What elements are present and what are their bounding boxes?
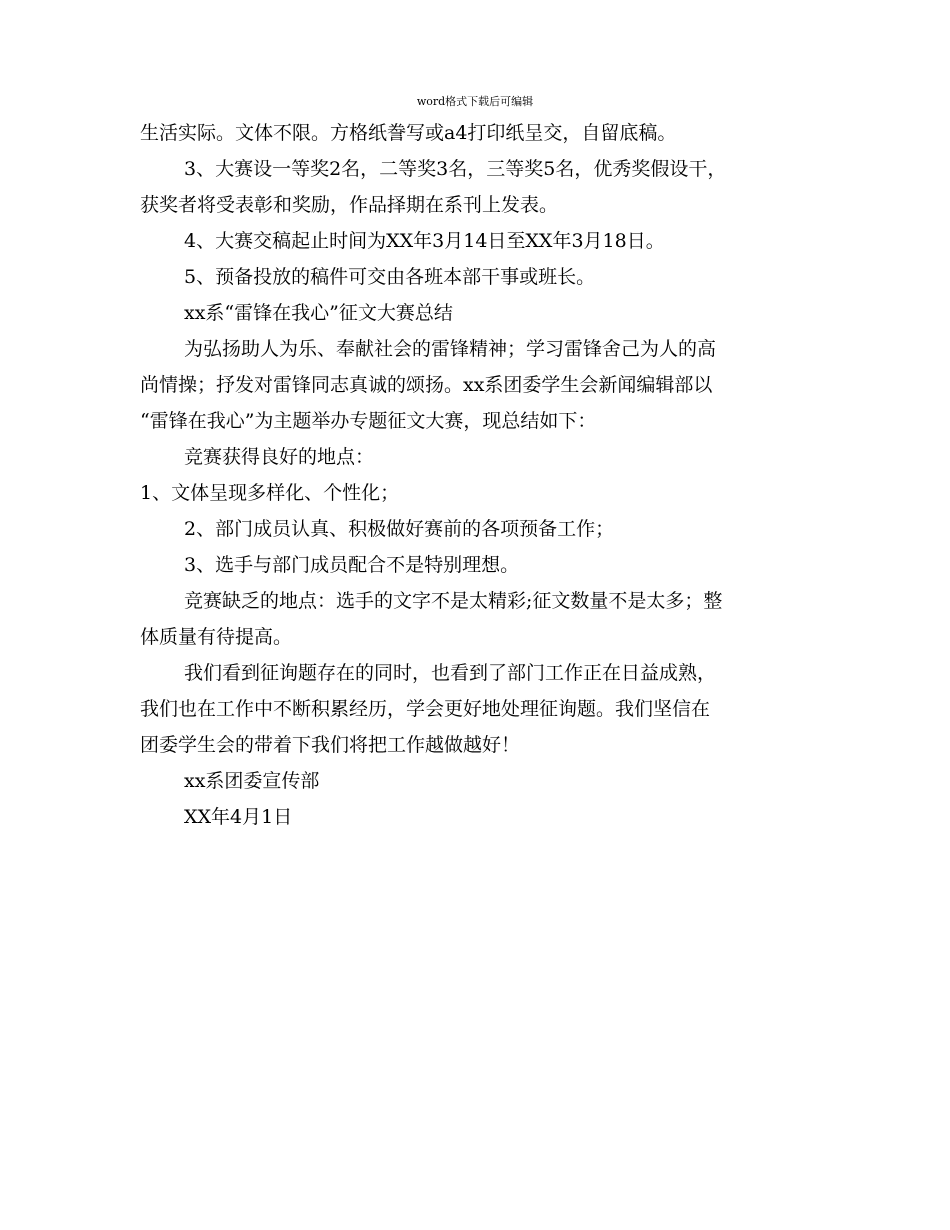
text-line: “雷锋在我心”为主题举办专题征文大赛，现总结如下： — [140, 410, 597, 432]
text-line: 获奖者将受表彰和奖励，作品择期在系刊上发表。 — [140, 194, 559, 216]
text-line: 我们看到征询题存在的同时，也看到了部门工作正在日益成熟， — [184, 662, 717, 684]
text-line: xx系“雷锋在我心”征文大赛总结 — [184, 302, 453, 324]
text-line: 5、预备投放的稿件可交由各班本部干事或班长。 — [184, 266, 596, 288]
document-body — [140, 115, 830, 835]
text-line: xx系团委宣传部 — [184, 770, 320, 792]
text-line: 生活实际。文体不限。方格纸誊写或a4打印纸呈交，自留底稿。 — [140, 122, 677, 144]
text-line: 尚情操；抒发对雷锋同志真诚的颂扬。xx系团委学生会新闻编辑部以 — [140, 374, 713, 396]
text-line: 我们也在工作中不断积累经历，学会更好地处理征询题。我们坚信在 — [140, 698, 711, 720]
text-line: XX年4月1日 — [184, 806, 293, 828]
text-line: 竞赛获得良好的地点： — [184, 446, 375, 468]
text-line: 3、选手与部门成员配合不是特别理想。 — [184, 554, 520, 576]
text-line: 1、文体呈现多样化、个性化； — [140, 482, 400, 504]
text-line: 2、部门成员认真、积极做好赛前的各项预备工作； — [184, 518, 615, 540]
text-line: 团委学生会的带着下我们将把工作越做越好！ — [140, 734, 521, 756]
text-line: 竞赛缺乏的地点：选手的文字不是太精彩;征文数量不是太多；整 — [184, 590, 723, 612]
text-line: 3、大赛设一等奖2名，二等奖3名，三等奖5名，优秀奖假设干， — [184, 158, 727, 180]
page-header: word格式下载后可编辑 — [416, 95, 534, 108]
text-line: 4、大赛交稿起止时间为XX年3月14日至XX年3月18日。 — [184, 230, 665, 252]
text-line: 为弘扬助人为乐、奉献社会的雷锋精神；学习雷锋舍己为人的高 — [184, 338, 717, 360]
text-line: 体质量有待提高。 — [140, 626, 293, 648]
